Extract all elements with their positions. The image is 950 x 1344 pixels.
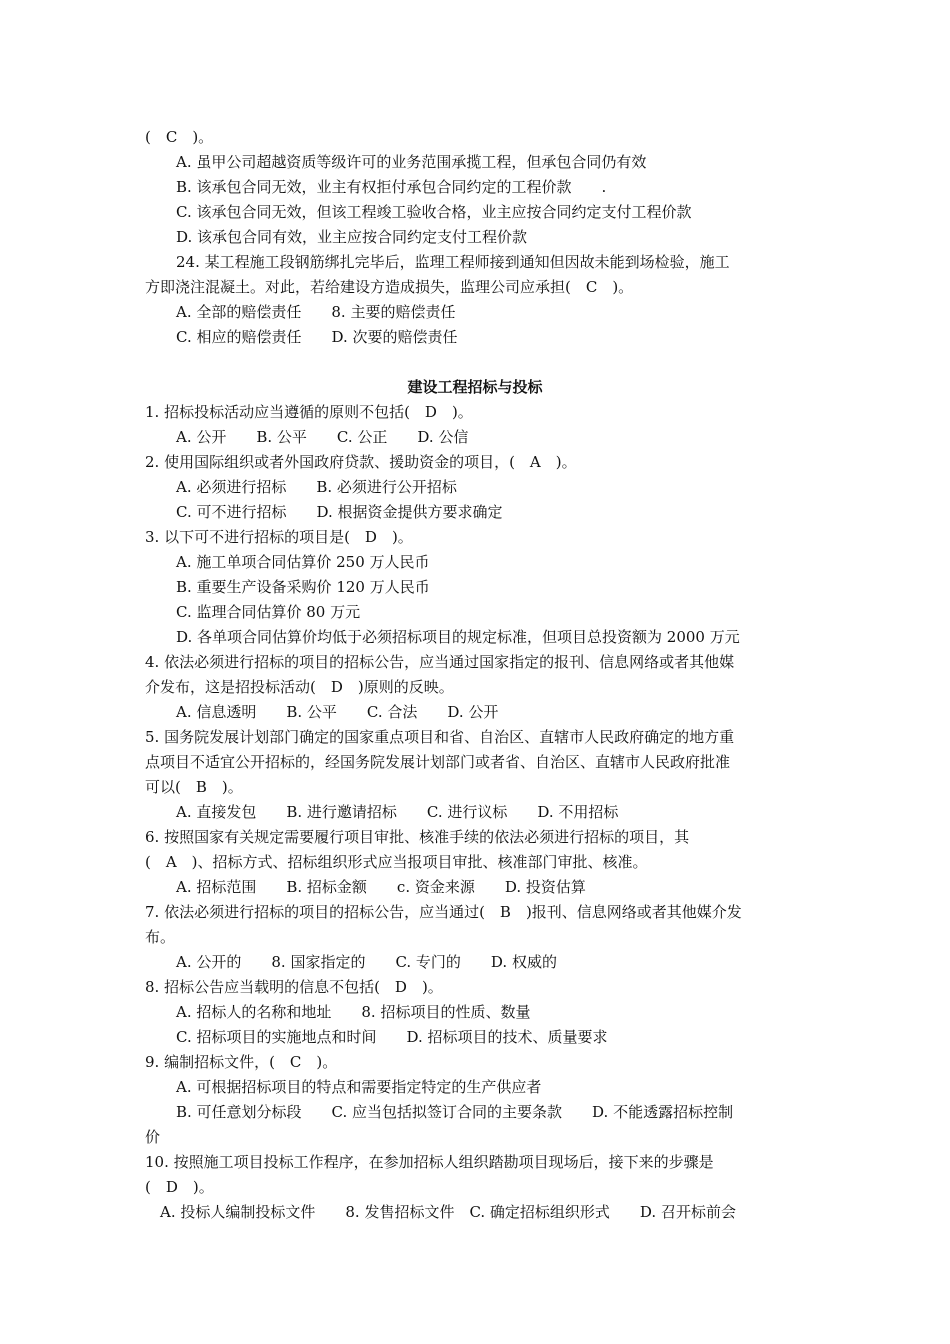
- option-line: D. 各单项合同估算价均低于必须招标项目的规定标准，但项目总投资额为 2000 万元: [176, 628, 740, 646]
- option-line: B. 该承包合同无效，业主有权拒付承包合同约定的工程价款 .: [176, 178, 607, 196]
- option-line: C. 招标项目的实施地点和时间 D. 招标项目的技术、质量要求: [176, 1028, 608, 1046]
- option-line: A. 招标人的名称和地址 8. 招标项目的性质、数量: [176, 1003, 531, 1021]
- text-line: 可以( B )。: [145, 778, 243, 796]
- text-line: 介发布，这是招投标活动( D )原则的反映。: [145, 678, 454, 696]
- option-line: A. 虽甲公司超越资质等级许可的业务范围承揽工程，但承包合同仍有效: [176, 153, 647, 171]
- question-line: 2. 使用国际组织或者外国政府贷款、援助资金的项目，( A )。: [145, 453, 577, 471]
- option-line: A. 直接发包 B. 进行邀请招标 C. 进行议标 D. 不用招标: [176, 803, 619, 821]
- option-line: D. 该承包合同有效，业主应按合同约定支付工程价款: [176, 228, 528, 246]
- option-line: A. 招标范围 B. 招标金额 c. 资金来源 D. 投资估算: [176, 878, 586, 896]
- option-line: C. 可不进行招标 D. 根据资金提供方要求确定: [176, 503, 503, 521]
- question-line: 24. 某工程施工段钢筋绑扎完毕后，监理工程师接到通知但因故未能到场检验，施工: [176, 253, 730, 271]
- text-line: 方即浇注混凝土。对此，若给建设方造成损失，监理公司应承担( C )。: [145, 278, 634, 296]
- option-line: B. 可任意划分标段 C. 应当包括拟签订合同的主要条款 D. 不能透露招标控制: [176, 1103, 734, 1121]
- option-line: C. 该承包合同无效，但该工程竣工验收合格，业主应按合同约定支付工程价款: [176, 203, 692, 221]
- text-line: 价: [145, 1128, 161, 1146]
- option-line: A. 信息透明 B. 公平 C. 合法 D. 公开: [176, 703, 499, 721]
- option-line: A. 施工单项合同估算价 250 万人民币: [176, 553, 430, 571]
- option-line: A. 公开 B. 公平 C. 公正 D. 公信: [176, 428, 469, 446]
- option-line: A. 公开的 8. 国家指定的 C. 专门的 D. 权威的: [176, 953, 557, 971]
- option-line: A. 投标人编制投标文件 8. 发售招标文件 C. 确定招标组织形式 D. 召开标前会: [160, 1203, 736, 1221]
- option-line: C. 监理合同估算价 80 万元: [176, 603, 361, 621]
- option-line: A. 全部的赔偿责任 8. 主要的赔偿责任: [176, 303, 456, 321]
- option-line: C. 相应的赔偿责任 D. 次要的赔偿责任: [176, 328, 458, 346]
- text-line: ( C )。: [145, 128, 214, 146]
- section-title: 建设工程招标与投标: [407, 378, 543, 396]
- question-line: 7. 依法必须进行招标的项目的招标公告，应当通过( B )报刊、信息网络或者其他媒介发: [145, 903, 742, 921]
- question-line: 10. 按照施工项目投标工作程序，在参加招标人组织踏勘项目现场后，接下来的步骤是: [145, 1153, 714, 1171]
- option-line: B. 重要生产设备采购价 120 万人民币: [176, 578, 430, 596]
- question-line: 1. 招标投标活动应当遵循的原则不包括( D )。: [145, 403, 473, 421]
- question-line: 5. 国务院发展计划部门确定的国家重点项目和省、自治区、直辖市人民政府确定的地方重: [145, 728, 735, 746]
- option-line: A. 可根据招标项目的特点和需要指定特定的生产供应者: [176, 1078, 542, 1096]
- question-line: 6. 按照国家有关规定需要履行项目审批、核准手续的依法必须进行招标的项目，其: [145, 828, 690, 846]
- text-line: ( D )。: [145, 1178, 214, 1196]
- text-line: ( A )、招标方式、招标组织形式应当报项目审批、核准部门审批、核准。: [145, 853, 648, 871]
- text-line: 布。: [145, 928, 176, 946]
- question-line: 9. 编制招标文件，( C )。: [145, 1053, 338, 1071]
- question-line: 3. 以下可不进行招标的项目是( D )。: [145, 528, 413, 546]
- question-line: 8. 招标公告应当载明的信息不包括( D )。: [145, 978, 443, 996]
- question-line: 4. 依法必须进行招标的项目的招标公告，应当通过国家指定的报刊、信息网络或者其他媒: [145, 653, 735, 671]
- option-line: A. 必须进行招标 B. 必须进行公开招标: [176, 478, 457, 496]
- text-line: 点项目不适宜公开招标的，经国务院发展计划部门或者省、自治区、直辖市人民政府批准: [145, 753, 731, 771]
